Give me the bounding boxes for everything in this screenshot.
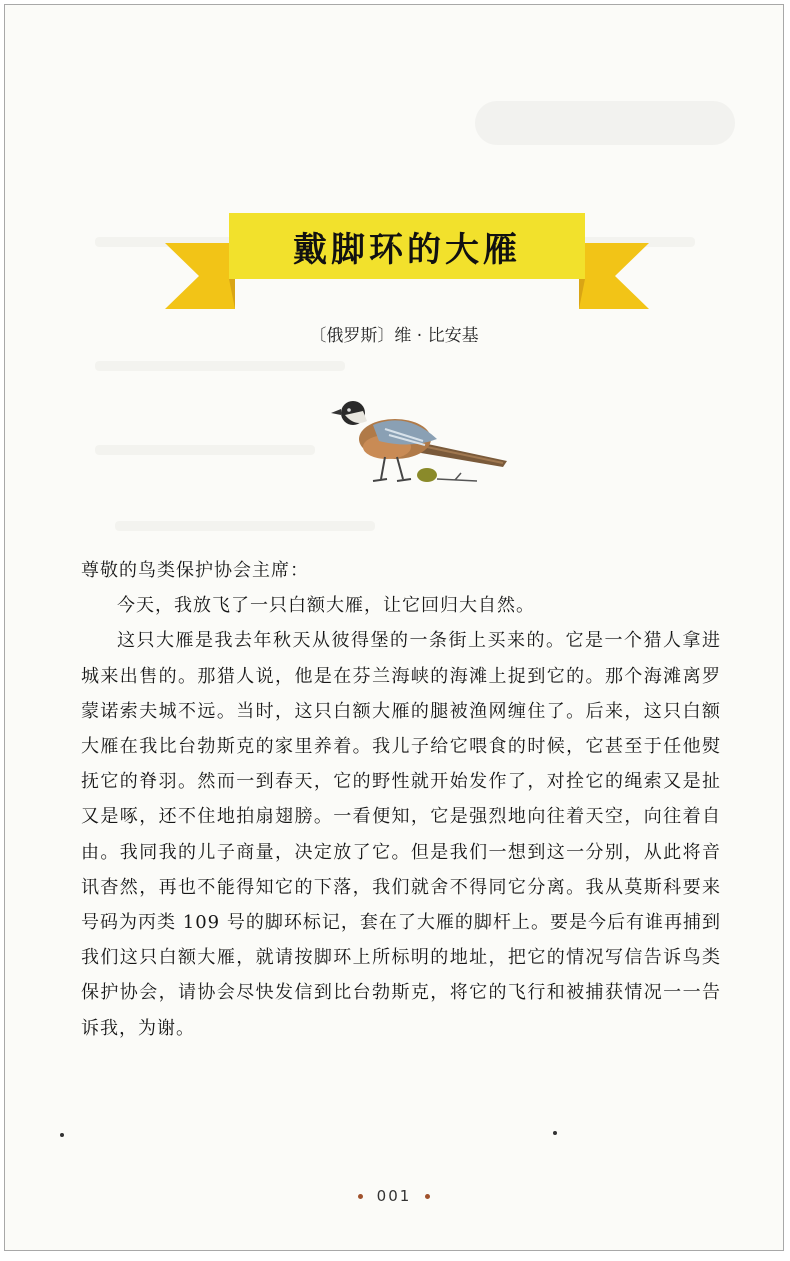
salutation: 尊敬的鸟类保护协会主席： <box>81 560 309 581</box>
speck <box>553 1131 557 1135</box>
page-number-dot-left <box>358 1194 363 1199</box>
letter-body <box>81 553 721 1046</box>
title-ribbon <box>165 205 649 317</box>
author-byline: 〔俄罗斯〕维 · 比安基 <box>309 326 479 346</box>
ribbon-left-tail <box>165 243 235 309</box>
bird-eye <box>347 408 351 412</box>
bird-beak <box>331 409 341 415</box>
bleed-through-line <box>115 521 375 531</box>
book-page <box>4 4 784 1251</box>
bird-illustration <box>327 391 511 491</box>
seed <box>417 468 437 482</box>
bird-feet <box>373 479 411 481</box>
page-number-dot-right <box>425 1194 430 1199</box>
bleed-through-line <box>95 361 345 371</box>
bird-legs <box>381 457 403 479</box>
bleed-through-shape <box>475 101 735 145</box>
paragraph: 这只大雁是我去年秋天从彼得堡的一条街上买来的。它是一个猎人拿进城来出售的。那猎人说，他是在芬兰海峡的海滩上捉到它的。那个海滩离罗蒙诺索夫城不远。当时，这只白额大雁的腿被渔网缠住了。后来，这只白额大雁在我比台勃斯克的家里养着。我儿子给它喂食的时候，它甚至于任他熨抚它的脊羽。然而一到春天，它的野性就开始发作了，对拴它的绳索又是扯又是啄，还不住地拍扇翅膀。一看便知，它是强烈地向往着天空，向往着自由。我同我的儿子商量，决定放了它。但是我们一想到这一分别，从此将音讯杳然，再也不能得知它的下落，我们就舍不得同它分离。我从莫斯科要来号码为丙类 109 号的脚环标记，套在了大雁的脚杆上。要是今后有谁再捕到我们这只白额大雁，就请按脚环上所标明的地址，把它的情况写信告诉鸟类保护协会，请协会尽快发信到比台勃斯克，将它的飞行和被捕获情况一一告诉我，为谢。 <box>81 630 721 1039</box>
paragraph: 今天，我放飞了一只白额大雁，让它回归大自然。 <box>117 595 535 617</box>
page-number-text: 001 <box>376 1187 412 1205</box>
ribbon-right-tail <box>579 243 649 309</box>
speck <box>60 1133 64 1137</box>
bird-wing <box>373 420 437 444</box>
bleed-through-line <box>95 445 315 455</box>
page-number <box>5 1187 783 1205</box>
page-title: 戴脚环的大雁 <box>293 229 521 270</box>
twig <box>437 473 477 481</box>
